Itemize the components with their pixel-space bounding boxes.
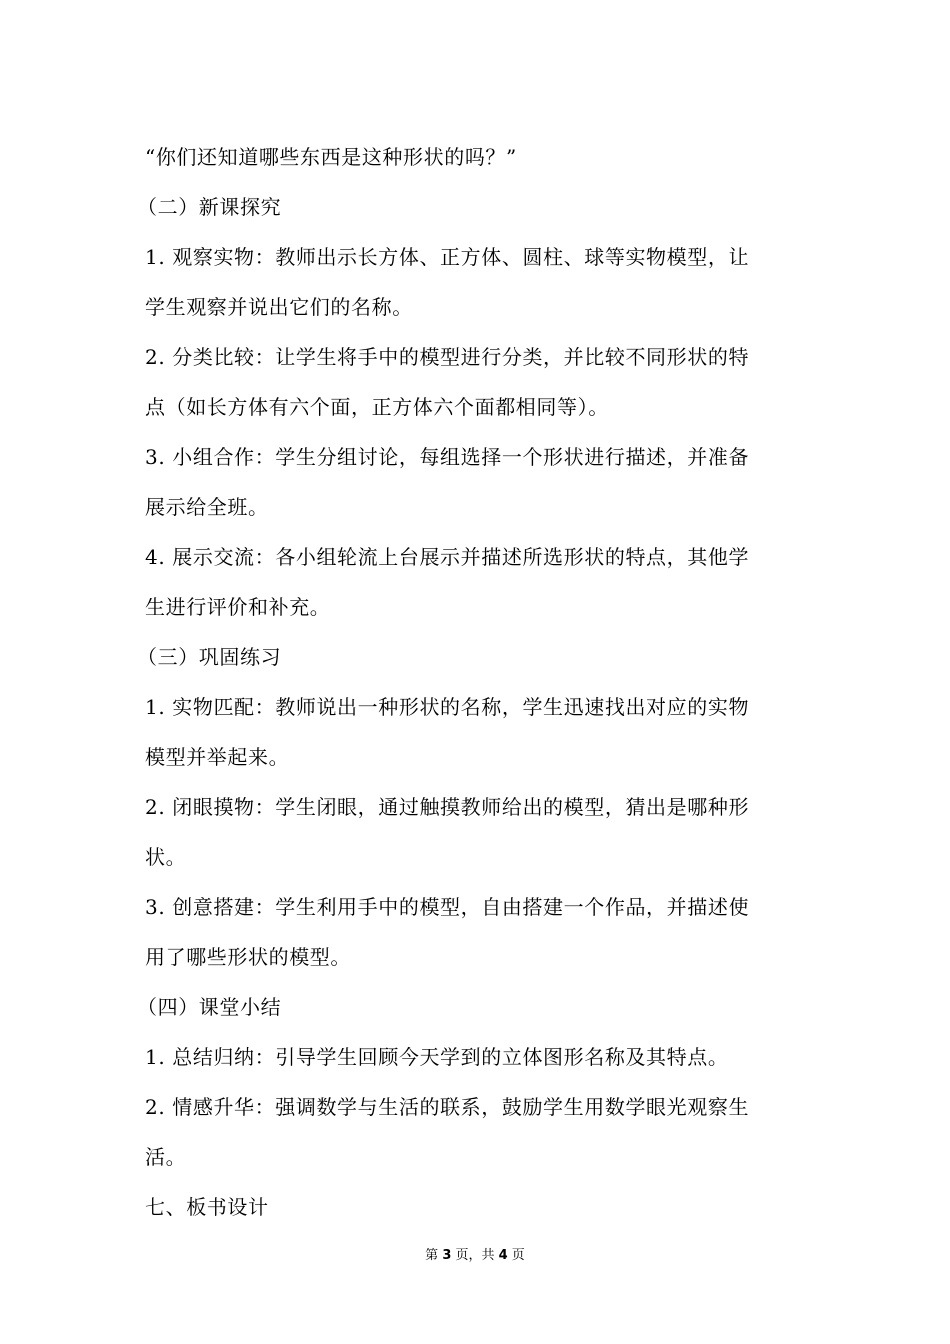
text-line: 点（如长方体有六个面，正方体六个面都相同等）。 bbox=[145, 395, 609, 419]
text-line: 1. 实物匹配：教师说出一种形状的名称，学生迅速找出对应的实物 bbox=[145, 695, 750, 719]
text-line: 用了哪些形状的模型。 bbox=[145, 945, 351, 969]
section-heading: 七、板书设计 bbox=[145, 1195, 269, 1219]
text-line: 模型并举起来。 bbox=[145, 745, 290, 769]
footer-middle: 页，共 bbox=[451, 1248, 499, 1263]
text-line: 1. 观察实物：教师出示长方体、正方体、圆柱、球等实物模型，让 bbox=[145, 245, 750, 269]
text-line: 学生观察并说出它们的名称。 bbox=[145, 295, 413, 319]
footer-suffix: 页 bbox=[507, 1248, 525, 1263]
text-line: 3. 创意搭建：学生利用手中的模型，自由搭建一个作品，并描述使 bbox=[145, 895, 750, 919]
text-line: 展示给全班。 bbox=[145, 495, 269, 519]
text-line: 2. 分类比较：让学生将手中的模型进行分类，并比较不同形状的特 bbox=[145, 345, 750, 369]
text-line: 3. 小组合作：学生分组讨论，每组选择一个形状进行描述，并准备 bbox=[145, 445, 750, 469]
text-line: 活。 bbox=[145, 1145, 187, 1169]
text-line: 4. 展示交流：各小组轮流上台展示并描述所选形状的特点，其他学 bbox=[145, 545, 750, 569]
section-heading: （四）课堂小结 bbox=[137, 995, 282, 1019]
text-line: 状。 bbox=[145, 845, 187, 869]
page-footer bbox=[0, 1244, 950, 1263]
section-heading: （二）新课探究 bbox=[137, 195, 282, 219]
text-line: 2. 情感升华：强调数学与生活的联系，鼓励学生用数学眼光观察生 bbox=[145, 1095, 750, 1119]
text-line: 2. 闭眼摸物：学生闭眼，通过触摸教师给出的模型，猜出是哪种形 bbox=[145, 795, 750, 819]
text-line: 1. 总结归纳：引导学生回顾今天学到的立体图形名称及其特点。 bbox=[145, 1045, 729, 1069]
text-line: “你们还知道哪些东西是这种形状的吗？” bbox=[145, 145, 517, 169]
footer-prefix: 第 bbox=[425, 1248, 443, 1263]
current-page-number: 3 bbox=[442, 1248, 452, 1263]
document-body bbox=[137, 132, 810, 1232]
text-line: 生进行评价和补充。 bbox=[145, 595, 331, 619]
total-page-count: 4 bbox=[498, 1248, 508, 1263]
section-heading: （三）巩固练习 bbox=[137, 645, 282, 669]
